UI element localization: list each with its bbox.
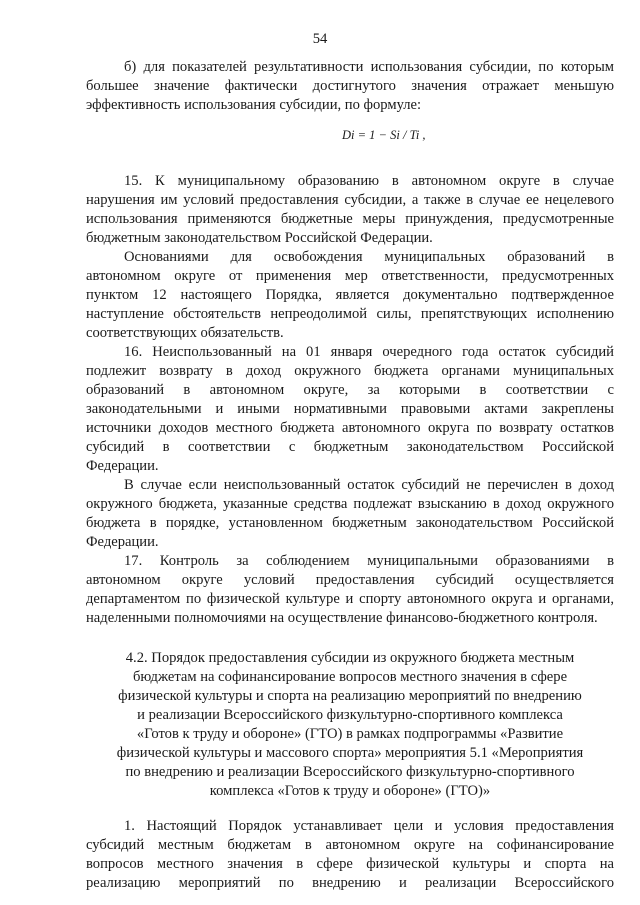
heading-line: комплекса «Готов к труду и обороне» (ГТО)» — [209, 783, 491, 799]
text-line: 16. Неиспользованный на 01 января очередного года остаток субсидий — [124, 344, 614, 360]
text-line: 15. К муниципальному образованию в автономном округе в случае — [124, 173, 614, 189]
text-line: субсидий местным бюджетам в автономном округе на софинансирование — [86, 837, 614, 853]
text-line: Федерации. — [86, 534, 159, 550]
text-line: вопросов местного значения в сфере физической культуры и спорта на — [86, 856, 614, 872]
text-line: наделенными полномочиями на осуществление финансово-бюджетного контроля. — [86, 610, 598, 626]
text-line: большее значение фактически достигнутого значения отражает меньшую — [86, 78, 614, 94]
paragraph-1 — [86, 817, 614, 893]
text-line: эффективность использования субсидии, по формуле: — [86, 97, 422, 113]
text-line: Основаниями для освобождения муниципальных образований в — [124, 249, 614, 265]
heading-line: и реализации Всероссийского физкультурно-спортивного комплекса — [137, 707, 563, 723]
text-line: использования применяются бюджетные меры принуждения, предусмотренные — [86, 211, 614, 227]
text-line: Федерации. — [86, 458, 159, 474]
heading-line: по внедрению и реализации Всероссийского физкультурно-спортивного — [125, 764, 575, 780]
text-line: 1. Настоящий Порядок устанавливает цели и условия предоставления — [124, 818, 614, 834]
section-heading-4-2 — [86, 649, 614, 801]
text-line: наступление обстоятельств непреодолимой силы, препятствующих исполнению — [86, 306, 614, 322]
paragraph-b — [86, 58, 614, 115]
text-line: автономном округе условий предоставления субсидий осуществляется — [86, 572, 614, 588]
heading-line: физической культуры и массового спорта» мероприятия 5.1 «Мероприятия — [116, 745, 584, 761]
text-line: бюджета в порядке, установленном бюджетным законодательством Российской — [86, 515, 614, 531]
text-line: б) для показателей результативности использования субсидии, по которым — [124, 59, 614, 75]
page-number: 54 — [312, 31, 328, 47]
heading-line: физической культуры и спорта на реализацию мероприятий по внедрению — [118, 688, 582, 704]
text-line: бюджетным законодательством Российской Федерации. — [86, 230, 433, 246]
paragraph-16 — [86, 343, 614, 476]
text-line: субсидий в соответствии с бюджетным законодательством Российской — [86, 439, 614, 455]
heading-line: «Готов к труду и обороне» (ГТО) в рамках подпрограммы «Развитие — [136, 726, 564, 742]
text-line: пунктом 12 настоящего Порядка, является документально подтвержденное — [86, 287, 614, 303]
paragraph-17 — [86, 552, 614, 628]
text-line: окружного бюджета, указанные средства подлежат взысканию в доход окружного — [86, 496, 614, 512]
heading-line: бюджетам на софинансирование вопросов местного значения в сфере — [132, 669, 568, 685]
formula: Di = 1 − Si / Ti , — [342, 128, 426, 142]
paragraph-v-sluchae — [86, 476, 614, 552]
text-line: реализацию мероприятий по внедрению и реализации Всероссийского — [86, 875, 614, 891]
text-line: автономном округе от применения мер ответственности, предусмотренных — [86, 268, 614, 284]
text-line: законодательными и иными нормативными правовыми актами закреплены — [86, 401, 614, 417]
text-line: В случае если неиспользованный остаток субсидий не перечислен в доход — [124, 477, 614, 493]
text-line: нарушения им условий предоставления субсидии, а также в случае ее нецелевого — [86, 192, 614, 208]
text-line: подлежит возврату в доход окружного бюджета органами муниципальных — [86, 363, 614, 379]
paragraph-15 — [86, 172, 614, 248]
text-line: департаментом по физической культуре и спорту автономного округа и органами, — [86, 591, 614, 607]
text-line: источники доходов местного бюджета автономного округа по возврату остатков — [86, 420, 614, 436]
text-line: соответствующих обязательств. — [86, 325, 284, 341]
text-line: 17. Контроль за соблюдением муниципальными образованиями в — [124, 553, 614, 569]
paragraph-osnovaniyami — [86, 248, 614, 343]
heading-line: 4.2. Порядок предоставления субсидии из окружного бюджета местным — [125, 650, 575, 666]
text-line: образований в автономном округе, за которыми в соответствии с — [86, 382, 614, 398]
